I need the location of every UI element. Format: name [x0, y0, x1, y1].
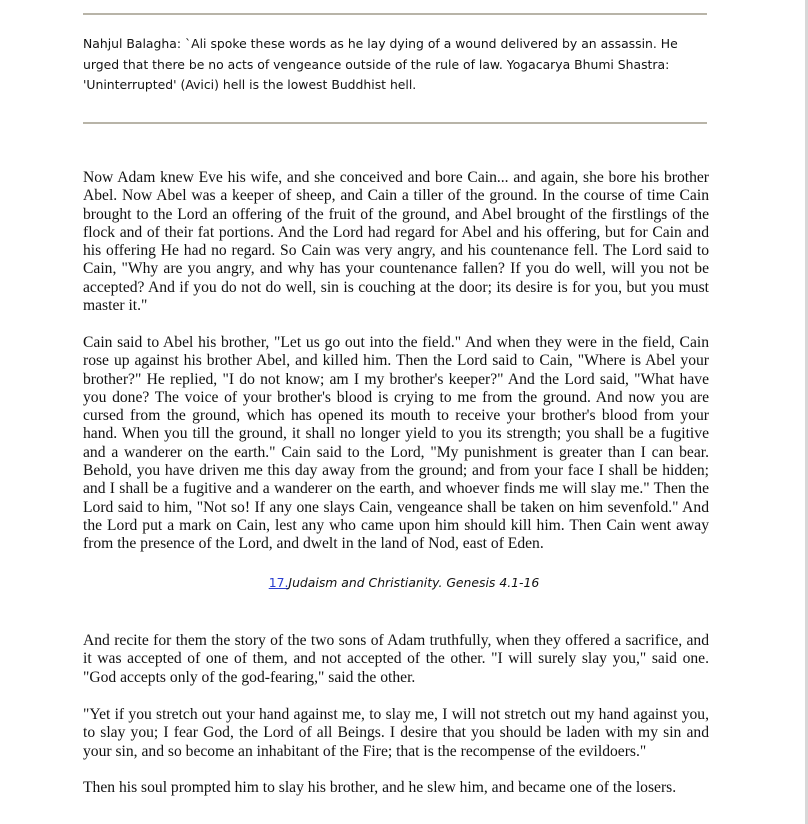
footnote-text: Nahjul Balagha: `Ali spoke these words as he lay dying of a wound delivered by an assassin. He urged that there be no acts of vengeance outside of the rule of law. Yogacarya Bhumi Shastra: 'Uninterrupted' (Avici) hell is the lowest Buddhist hell. [83, 36, 678, 92]
quran-paragraph-3: Then his soul prompted him to slay his brother, and he slew him, and became one of the losers. [83, 779, 677, 796]
genesis-paragraph-1: Now Adam knew Eve his wife, and she conceived and bore Cain... and again, she bore his brother Abel. Now Abel was a keeper of sheep, and Cain a tiller of the ground. In the course of time Cain brought to the Lord an offering of the fruit of the ground, and Abel brought of the firstlings of the flock and of their fat portions. And the Lord had regard for Abel and his offering, but for Cain and his offering He had no regard. So Cain was very angry, and his countenance fell. The Lord said to Cain, "Why are you angry, and why has your countenance fallen? If you do well, will you not be accepted? And if you do not do well, sin is couching at the door; its desire is for you, but you must master it." [83, 169, 709, 315]
footnote-link[interactable]: 17. [268, 575, 289, 590]
source-caption [0, 575, 808, 591]
top-divider [83, 13, 707, 15]
genesis-paragraph-2: Cain said to Abel his brother, "Let us go out into the field." And when they were in the field, Cain rose up against his brother Abel, and killed him. Then the Lord said to Cain, "Where is Abel your brother?" He replied, "I do not know; am I my brother's keeper?" And the Lord said, "What have you done? The voice of your brother's blood is crying to me from the ground. And now you are cursed from the ground, which has opened its mouth to receive your brother's blood from your hand. When you till the ground, it shall no longer yield to you its strength; you shall be a fugitive and a wanderer on the earth." Cain said to the Lord, "My punishment is greater than I can bear. Behold, you have driven me this day away from the ground; and from your face I shall be hidden; and I shall be a fugitive and a wanderer on the earth, and whoever finds me will slay me." Then the Lord said to him, "Not so! If any one slays Cain, vengeance shall be taken on him sevenfold." And the Lord put a mark on Cain, lest any who came upon him should kill him. Then Cain went away from the presence of the Lord, and dwelt in the land of Nod, east of Eden. [83, 334, 709, 553]
footnote-divider [83, 122, 707, 124]
quran-paragraph-2: "Yet if you stretch out your hand against me, to slay me, I will not stretch out my hand against you, to slay you; I fear God, the Lord of all Beings. I desire that you should be laden with my sin and your sin, and so become an inhabitant of the Fire; that is the recompense of the evildoers." [83, 706, 709, 760]
source-citation: Judaism and Christianity. Genesis 4.1-16 [288, 575, 540, 590]
quran-paragraph-1: And recite for them the story of the two sons of Adam truthfully, when they offered a sacrifice, and it was accepted of one of them, and not accepted of the other. "I will surely slay you," said one. "God accepts only of the god-fearing," said the other. [83, 632, 709, 686]
